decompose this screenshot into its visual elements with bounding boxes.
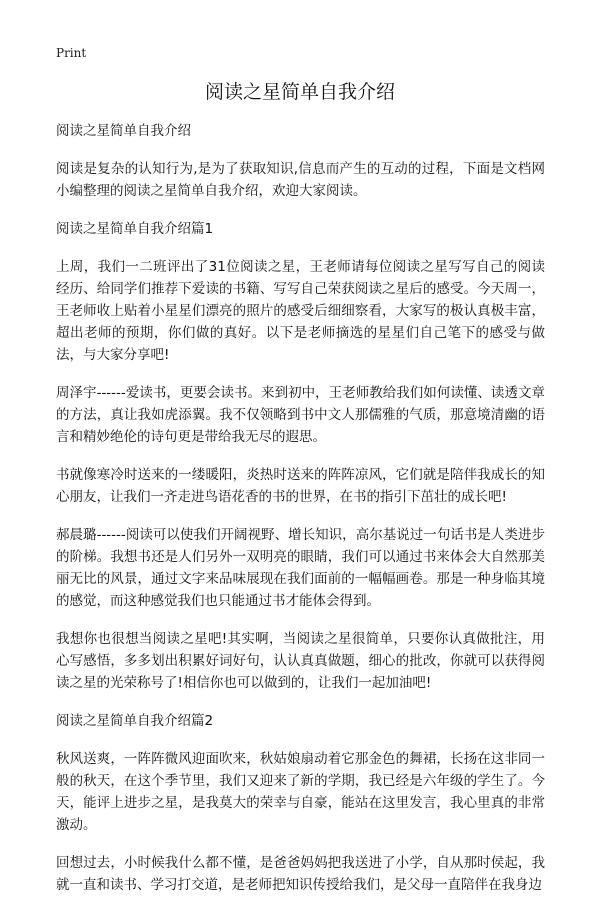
section-2-heading: 阅读之星简单自我介绍篇2 xyxy=(56,713,214,729)
section-1-paragraph-1: 上周，我们一二班评出了31位阅读之星，王老师请每位阅读之星写写自己的阅读经历、给同学们推荐下爱读的书籍、写写自己荣获阅读之星后的感受。今天周一，王老师收上贴着小星星们漂亮的照片的感受后细细察看，大家写的极认真极丰富，超出老师的预期，你们做的真好。以下是老师摘选的星星们自己笔下的感受与做法，与大家分享吧! xyxy=(56,259,545,363)
section-2-paragraph-2: 回想过去，小时候我什么都不懂，是爸爸妈妈把我送进了小学，自从那时侯起，我就一直和读书、学习打交道，是老师把知识传授给我们，是父母一直陪伴在我身边 xyxy=(56,855,545,893)
document-subtitle: 阅读之星简单自我介绍 xyxy=(56,123,191,139)
intro-paragraph: 阅读是复杂的认知行为,是为了获取知识,信息而产生的互动的过程，下面是文档网小编整理的阅读之星简单自我介绍，欢迎大家阅读。 xyxy=(56,161,545,199)
document-body xyxy=(56,120,545,912)
section-2-paragraph-1: 秋风送爽，一阵阵微风迎面吹来，秋姑娘扇动着它那金色的舞裙，长扬在这非同一般的秋天，在这个季节里，我们又迎来了新的学期，我已经是六年级的学生了。今天，能评上进步之星，是我莫大的荣幸与自豪，能站在这里发言，我心里真的非常激动。 xyxy=(56,751,545,833)
section-1-paragraph-4: 郝晨璐------阅读可以使我们开阔视野、增长知识，高尔基说过一句话书是人类进步的阶梯。我想书还是人们另外一双明亮的眼睛，我们可以通过书来体会大自然那美丽无比的风景，通过文字来品味展现在我们面前的一幅幅画卷。那是一种身临其境的感觉，而这种感觉我们也只能通过书才能体会得到。 xyxy=(56,527,545,609)
page-title: 阅读之星简单自我介绍 xyxy=(204,81,395,103)
section-1-paragraph-2: 周泽宇------爱读书，更要会读书。来到初中，王老师教给我们如何读懂、读透文章的方法，真让我如虎添翼。我不仅领略到书中文人那儒雅的气质，那意境清幽的语言和精妙绝伦的诗句更是带给我无尽的遐思。 xyxy=(56,385,545,445)
section-1-paragraph-3: 书就像寒冷时送来的一缕暖阳，炎热时送来的阵阵凉风，它们就是陪伴我成长的知心朋友，让我们一齐走进鸟语花香的书的世界，在书的指引下茁壮的成长吧! xyxy=(56,467,545,505)
section-1-paragraph-5: 我想你也很想当阅读之星吧!其实啊，当阅读之星很简单，只要你认真做批注，用心写感悟，多多划出积累好词好句，认认真真做题，细心的批改，你就可以获得阅读之星的光荣称号了!相信你也可以做到的，让我们一起加油吧! xyxy=(56,631,545,691)
section-1-heading: 阅读之星简单自我介绍篇1 xyxy=(56,221,214,237)
print-label: Print xyxy=(56,46,87,60)
